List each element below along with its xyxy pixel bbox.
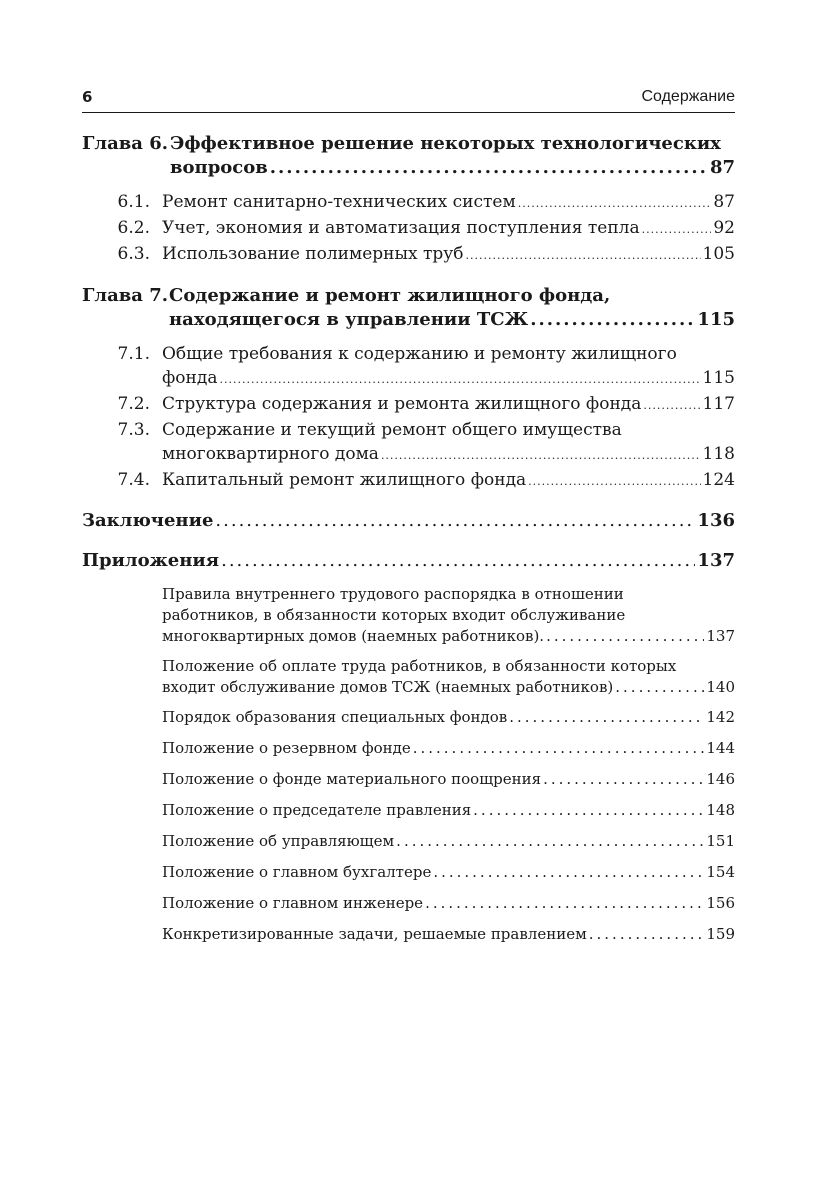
toc-appendix-item <box>162 584 735 647</box>
toc-appendix-item <box>162 800 735 821</box>
dot-leader <box>518 192 712 216</box>
page-ref: 117 <box>702 394 735 414</box>
dot-leader <box>615 677 704 698</box>
dot-leader <box>589 924 705 945</box>
page-ref: 137 <box>697 550 735 571</box>
page-ref: 142 <box>706 708 735 726</box>
page-number: 6 <box>82 88 93 106</box>
section-number: 7.4. <box>117 470 150 490</box>
page-ref: 156 <box>706 894 735 912</box>
section-title: Капитальный ремонт жилищного фонда <box>162 470 527 490</box>
chapter-title-last-line <box>169 308 735 332</box>
toc-section <box>82 342 735 392</box>
chapter-title-line: вопросов <box>170 157 268 178</box>
running-header <box>82 88 735 113</box>
toc-section <box>82 418 735 468</box>
appendix-title-line: входит обслуживание домов ТСЖ (наемных работников) <box>162 678 614 696</box>
appendix-title: Положение об управляющем <box>162 832 395 850</box>
section-title: Учет, экономия и автоматизация поступления тепла <box>162 218 640 238</box>
appendix-title: Положение о главном инженере <box>162 894 424 912</box>
appendix-title: Положение о главном бухгалтере <box>162 863 432 881</box>
section-number: 7.1. <box>117 344 150 364</box>
dot-leader <box>219 368 700 392</box>
section-number: 6.2. <box>117 218 150 238</box>
chapter-label: Глава 6. <box>82 133 169 154</box>
toc-appendix-item <box>162 893 735 914</box>
section-title: Ремонт санитарно-технических систем <box>162 192 516 212</box>
page-ref: 115 <box>702 368 735 388</box>
page-ref: 92 <box>713 218 735 238</box>
appendix-title-line: многоквартирных домов (наемных работников). <box>162 627 545 645</box>
dot-leader <box>530 308 695 332</box>
toc-chapter-6 <box>82 132 735 180</box>
page-ref: 87 <box>709 157 735 178</box>
page-ref: 137 <box>706 627 735 645</box>
dot-leader <box>546 626 704 647</box>
page-ref: 118 <box>702 444 735 464</box>
chapter-title-line: Содержание и ремонт жилищного фонда, <box>169 285 611 306</box>
section-number: 6.3. <box>117 244 150 264</box>
toc-chapter-7 <box>82 284 735 332</box>
section-number: 7.3. <box>117 420 150 440</box>
page-ref: 105 <box>702 244 735 264</box>
appendices-title: Приложения <box>82 550 220 571</box>
appendix-title-line: Правила внутреннего трудового распорядка в отношении <box>162 585 624 603</box>
appendix-title: Порядок образования специальных фондов <box>162 708 508 726</box>
appendix-title-line: работников, в обязанности которых входит обслуживание <box>162 606 626 624</box>
section-title: Использование полимерных труб <box>162 244 464 264</box>
page-ref: 115 <box>697 309 735 330</box>
toc-appendix-item <box>162 656 735 698</box>
toc-appendix-item <box>162 924 735 945</box>
appendix-title: Положение о резервном фонде <box>162 739 411 757</box>
page-ref: 154 <box>706 863 735 881</box>
dot-leader <box>221 548 695 574</box>
toc-section <box>82 190 735 216</box>
toc-appendix-item <box>162 769 735 790</box>
section-number: 7.2. <box>117 394 150 414</box>
appendix-title: Конкретизированные задачи, решаемые правлением <box>162 925 587 943</box>
chapter-title-line: Эффективное решение некоторых технологических <box>170 133 721 154</box>
toc-appendix-item <box>162 831 735 852</box>
page-ref: 148 <box>706 801 735 819</box>
dot-leader <box>473 800 704 821</box>
page-ref: 159 <box>706 925 735 943</box>
page-ref: 87 <box>713 192 735 212</box>
appendix-title-line: Положение об оплате труда работников, в обязанности которых <box>162 657 677 675</box>
section-title: Структура содержания и ремонта жилищного фонда <box>162 394 642 414</box>
section-title-line: Общие требования к содержанию и ремонту жилищного <box>162 344 677 364</box>
toc-appendix-item <box>162 738 735 759</box>
conclusion-title: Заключение <box>82 510 214 531</box>
chapter-title-line: находящегося в управлении ТСЖ <box>169 309 529 330</box>
appendix-title: Положение о председателе правления <box>162 801 472 819</box>
page-ref: 146 <box>706 770 735 788</box>
page-ref: 136 <box>697 510 735 531</box>
section-number: 6.1. <box>117 192 150 212</box>
toc-appendix-item <box>162 862 735 883</box>
dot-leader <box>509 707 704 728</box>
dot-leader <box>396 831 704 852</box>
appendix-title: Положение о фонде материального поощрения <box>162 770 542 788</box>
dot-leader <box>413 738 705 759</box>
toc-appendices <box>82 548 735 574</box>
running-title: Содержание <box>641 88 735 105</box>
dot-leader <box>528 470 700 494</box>
dot-leader <box>215 508 695 534</box>
page-ref: 144 <box>706 739 735 757</box>
toc-section <box>82 468 735 494</box>
dot-leader <box>425 893 704 914</box>
page-ref: 140 <box>706 678 735 696</box>
dot-leader <box>270 156 708 180</box>
chapter-title-last-line <box>170 156 735 180</box>
dot-leader <box>433 862 704 883</box>
page-ref: 151 <box>706 832 735 850</box>
chapter-label: Глава 7. <box>82 285 169 306</box>
table-of-contents <box>82 132 735 955</box>
dot-leader <box>642 218 712 242</box>
toc-section <box>82 392 735 418</box>
section-title-line: Содержание и текущий ремонт общего имущества <box>162 420 622 440</box>
toc-appendix-item <box>162 707 735 728</box>
dot-leader <box>643 394 700 418</box>
dot-leader <box>543 769 704 790</box>
toc-section <box>82 242 735 268</box>
section-title-line: фонда <box>162 368 218 388</box>
section-title-line: многоквартирного дома <box>162 444 379 464</box>
toc-section <box>82 216 735 242</box>
dot-leader <box>381 444 701 468</box>
dot-leader <box>466 244 701 268</box>
page-ref: 124 <box>702 470 735 490</box>
toc-conclusion <box>82 508 735 534</box>
